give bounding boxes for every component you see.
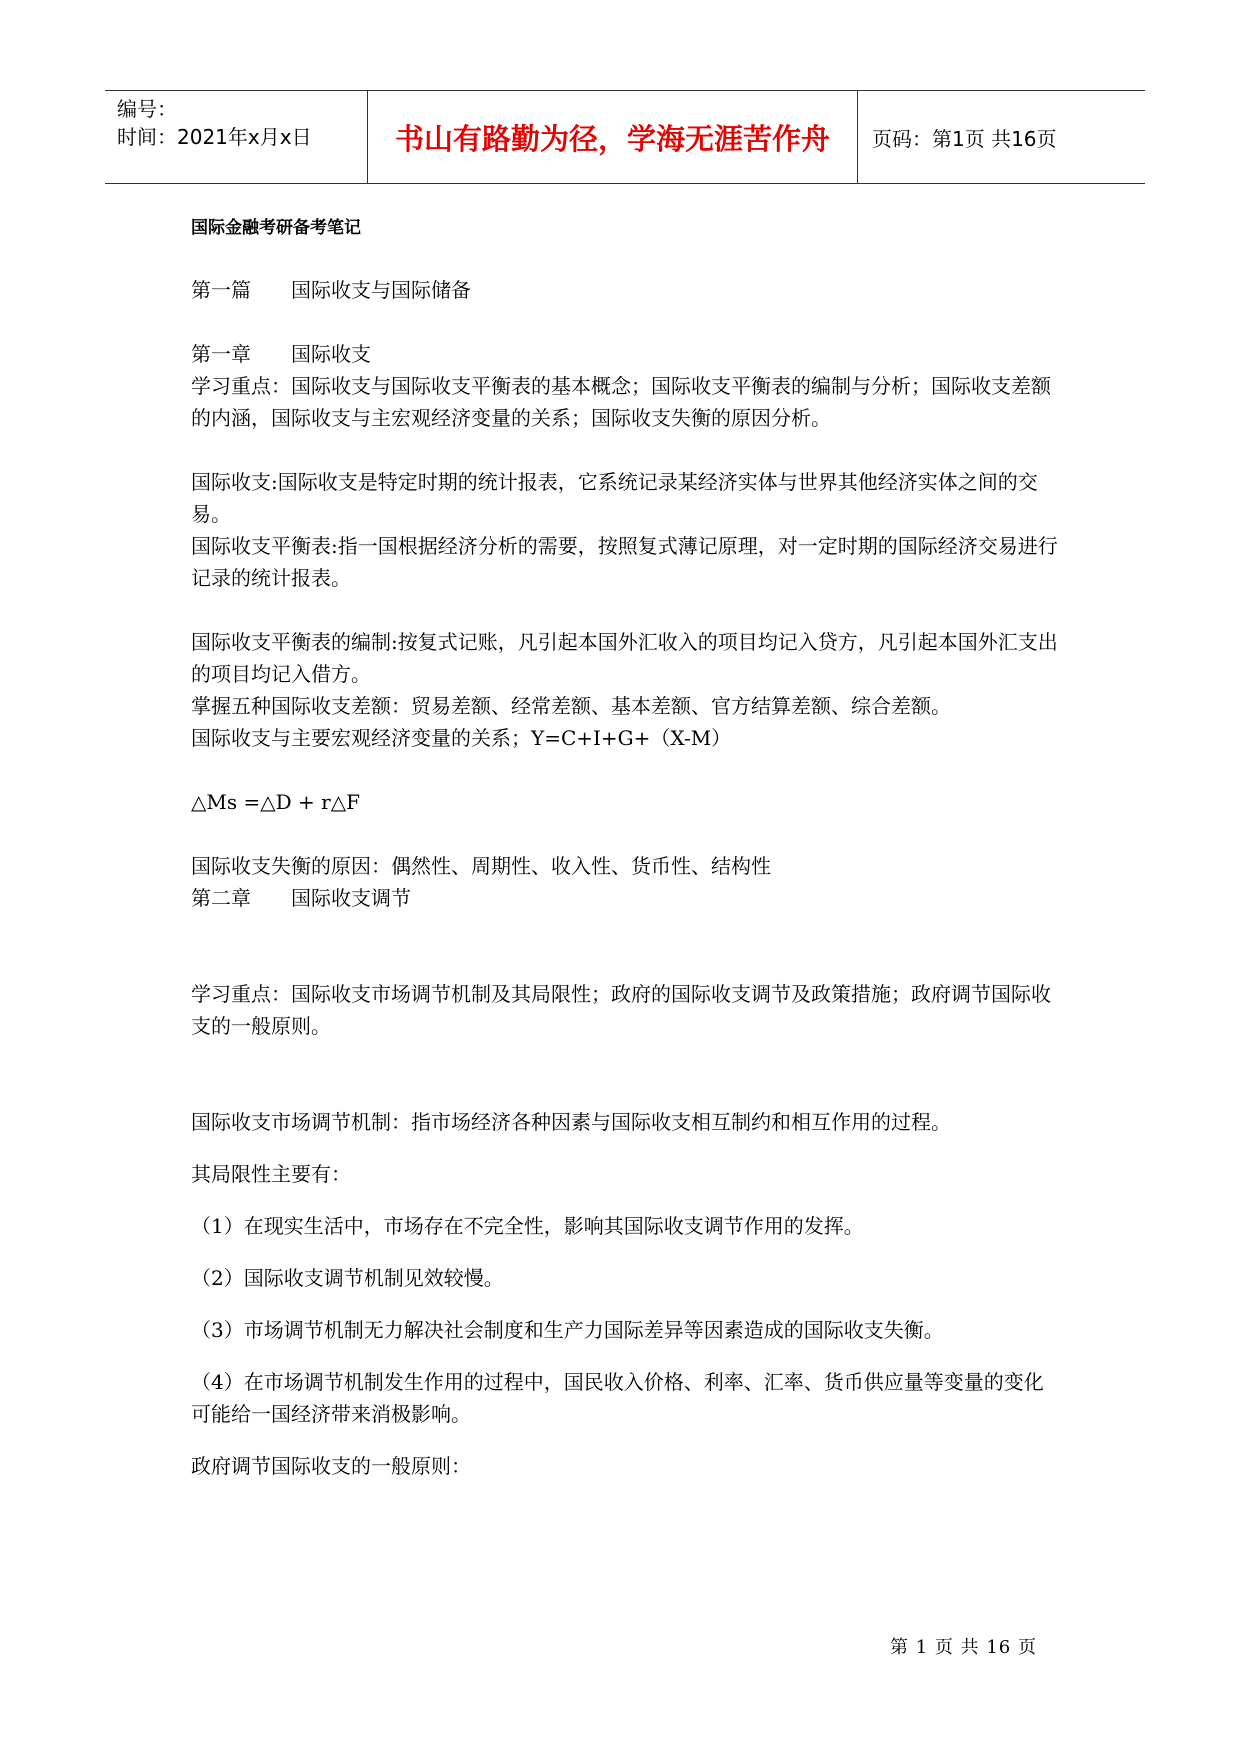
- paragraph: 其局限性主要有：: [191, 1162, 351, 1186]
- motto: 书山有路勤为径，学海无涯苦作舟: [368, 91, 858, 183]
- page-header: [105, 90, 1145, 184]
- page-footer: 第 1 页 共 16 页: [890, 1637, 1037, 1658]
- paragraph: 国际收支市场调节机制：指市场经济各种因素与国际收支相互制约和相互作用的过程。: [191, 1110, 951, 1134]
- paragraph: 国际收支与主要宏观经济变量的关系；Y=C+I+G+（X-M）: [191, 726, 732, 750]
- list-item: （4）在市场调节机制发生作用的过程中，国民收入价格、利率、汇率、货币供应量等变量的变化可能给一国经济带来消极影响。: [191, 1370, 1044, 1426]
- paragraph: 国际收支失衡的原因：偶然性、周期性、收入性、货币性、结构性: [191, 854, 771, 878]
- document-title: 国际金融考研备考笔记: [191, 218, 361, 238]
- definition-paragraph: 国际收支平衡表:指一国根据经济分析的需要，按照复式薄记原理，对一定时期的国际经济交易进行记录的统计报表。: [191, 534, 1058, 590]
- number-label: 编号：: [117, 97, 177, 121]
- chapter-heading: 第二章 国际收支调节: [191, 886, 411, 910]
- list-item: （3）市场调节机制无力解决社会制度和生产力国际差异等因素造成的国际收支失衡。: [191, 1318, 944, 1342]
- document-body: [191, 214, 1061, 1482]
- list-item: （1）在现实生活中，市场存在不完全性，影响其国际收支调节作用的发挥。: [191, 1214, 864, 1238]
- definition-paragraph: 国际收支:国际收支是特定时期的统计报表，它系统记录某经济实体与世界其他经济实体之间的交易。: [191, 470, 1038, 526]
- paragraph: 掌握五种国际收支差额：贸易差额、经常差额、基本差额、官方结算差额、综合差额。: [191, 694, 951, 718]
- page-info: 页码：第1页 共16页: [872, 126, 1057, 151]
- part-heading: 第一篇 国际收支与国际储备: [191, 278, 471, 302]
- list-item: （2）国际收支调节机制见效较慢。: [191, 1266, 504, 1290]
- time-label: 时间：2021年x月x日: [117, 125, 312, 149]
- header-left-cell: [105, 91, 368, 183]
- formula: △Ms =△D + r△F: [191, 790, 360, 814]
- study-focus: 学习重点：国际收支与国际收支平衡表的基本概念；国际收支平衡表的编制与分析；国际收支差额的内涵，国际收支与主宏观经济变量的关系；国际收支失衡的原因分析。: [191, 374, 1051, 430]
- paragraph: 政府调节国际收支的一般原则：: [191, 1454, 471, 1478]
- paragraph: 国际收支平衡表的编制:按复式记账，凡引起本国外汇收入的项目均记入贷方，凡引起本国外汇支出的项目均记入借方。: [191, 630, 1058, 686]
- study-focus: 学习重点：国际收支市场调节机制及其局限性；政府的国际收支调节及政策措施；政府调节国际收支的一般原则。: [191, 982, 1051, 1038]
- chapter-heading: 第一章 国际收支: [191, 342, 371, 366]
